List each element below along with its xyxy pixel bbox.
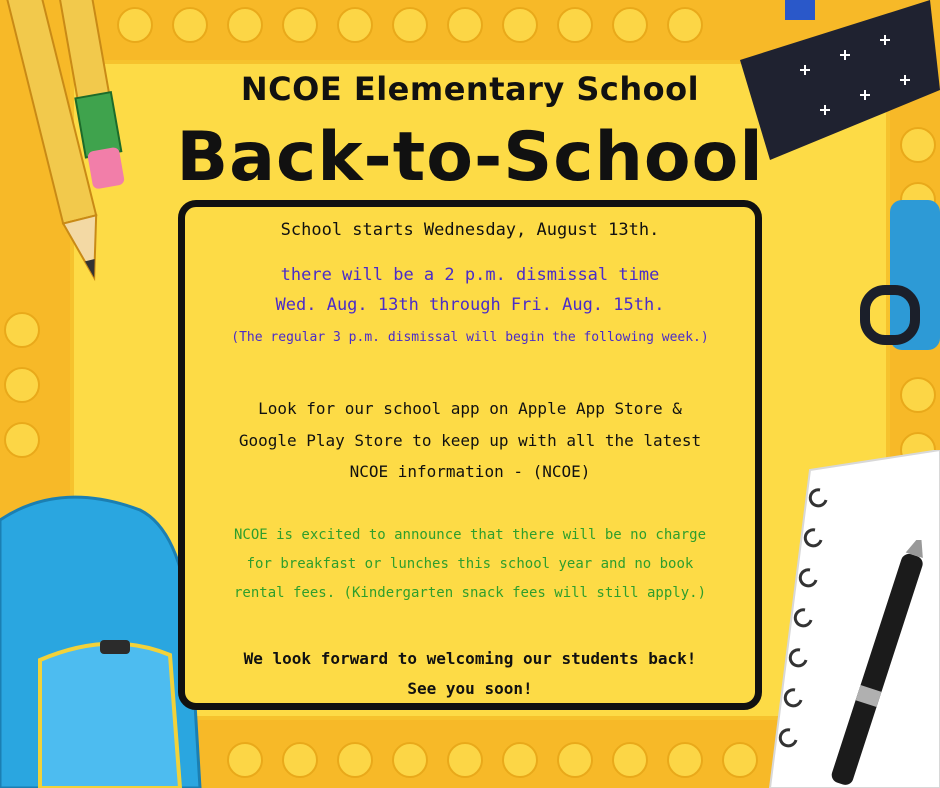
meals-line-3: rental fees. (Kindergarten snack fees will still apply.) (233, 585, 706, 601)
school-name: NCOE Elementary School (240, 70, 700, 108)
meals-line-2: for breakfast or lunches this school year and no book (246, 556, 694, 572)
start-date-text: School starts Wednesday, August 13th. (280, 220, 660, 240)
app-line-1: Look for our school app on Apple App Store & (258, 399, 682, 418)
dismissal-line-1: there will be a 2 p.m. dismissal time (280, 265, 660, 285)
headline: Back-to-School (176, 118, 764, 197)
app-line-3: NCOE information - (NCOE) (349, 462, 591, 481)
notice-box (178, 200, 762, 710)
dismissal-note: (The regular 3 p.m. dismissal will begin the following week.) (231, 330, 709, 345)
dismissal-line-2: Wed. Aug. 13th through Fri. Aug. 15th. (275, 295, 665, 315)
closing-line-2: See you soon! (407, 679, 533, 698)
app-line-2: Google Play Store to keep up with all the latest (238, 431, 702, 450)
meals-line-1: NCOE is excited to announce that there will be no charge (233, 527, 706, 543)
water-bottle-icon (855, 180, 940, 360)
closing-line-1: We look forward to welcoming our students back! (243, 649, 697, 668)
pen-icon (830, 540, 930, 788)
